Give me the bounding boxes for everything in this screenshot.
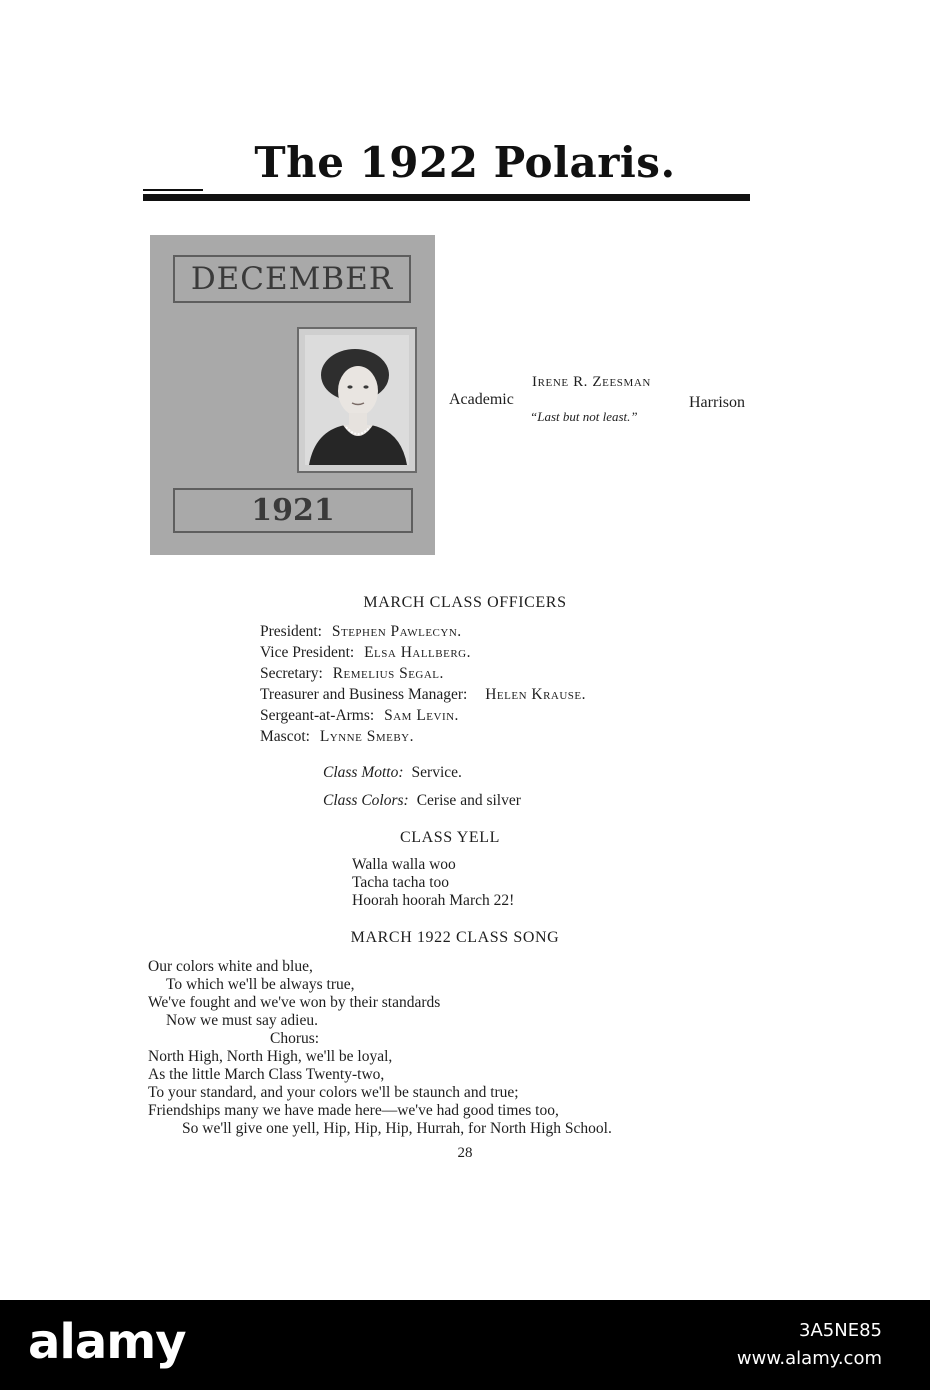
song-chorus-label: Chorus: (270, 1030, 320, 1047)
song-line: As the little March Class Twenty-two, (148, 1066, 385, 1083)
student-school: Harrison (689, 394, 745, 411)
class-motto-value: Service. (411, 764, 462, 781)
song-line: Now we must say adieu. (166, 1012, 318, 1029)
class-colors (323, 792, 521, 810)
student-course: Academic (449, 391, 514, 408)
header-rule-accent (143, 189, 203, 191)
yell-line: Hoorah hoorah March 22! (352, 892, 515, 909)
alamy-logo: alamy (28, 1314, 186, 1370)
officer-name: Elsa Hallberg. (364, 644, 471, 661)
officer-row (260, 705, 586, 726)
officer-row (260, 621, 586, 642)
class-motto (323, 764, 462, 782)
image-id: 3A5NE85 (799, 1320, 882, 1341)
officer-row (260, 642, 586, 663)
officers-heading: MARCH CLASS OFFICERS (363, 594, 567, 611)
officer-name: Helen Krause. (485, 686, 587, 703)
song-line: North High, North High, we'll be loyal, (148, 1048, 393, 1065)
song-line: So we'll give one yell, Hip, Hip, Hip, Hurrah, for North High School. (182, 1120, 612, 1137)
officer-row (260, 726, 586, 747)
yell-line: Tacha tacha too (352, 874, 450, 891)
portrait-frame (297, 327, 417, 473)
song-line: To your standard, and your colors we'll be staunch and true; (148, 1084, 519, 1101)
portrait-silhouette-icon (305, 335, 409, 465)
class-colors-label: Class Colors: (323, 792, 409, 809)
student-name: Irene R. Zeesman (532, 374, 651, 390)
officer-role: President: (260, 623, 322, 640)
officer-row (260, 663, 586, 684)
portrait-photo (305, 335, 409, 465)
song-line: We've fought and we've won by their standards (148, 994, 441, 1011)
officer-role: Treasurer and Business Manager: (260, 686, 468, 703)
yell-line: Walla walla woo (352, 856, 456, 873)
officer-role: Vice President: (260, 644, 355, 661)
officer-role: Sergeant-at-Arms: (260, 707, 375, 724)
card-year: 1921 (173, 488, 413, 533)
portrait-card (150, 235, 435, 555)
song-heading: MARCH 1922 CLASS SONG (350, 929, 560, 946)
yell-heading: CLASS YELL (399, 829, 501, 846)
class-colors-value: Cerise and silver (416, 792, 521, 809)
officers-list (260, 621, 586, 747)
class-motto-label: Class Motto: (323, 764, 404, 781)
header-rule (143, 194, 750, 201)
watermark-footer (0, 1300, 930, 1390)
song-line: Friendships many we have made here—we've had good times too, (148, 1102, 559, 1119)
song-line: To which we'll be always true, (166, 976, 355, 993)
officer-name: Lynne Smeby. (319, 728, 414, 745)
song-lines (148, 958, 612, 1138)
footer-url: www.alamy.com (736, 1348, 882, 1369)
officer-role: Mascot: (260, 728, 310, 745)
officer-row (260, 684, 586, 705)
officer-name: Sam Levin. (384, 707, 459, 724)
page-title: The 1922 Polaris. (254, 138, 676, 187)
song-line: Our colors white and blue, (148, 958, 313, 975)
officer-name: Stephen Pawlecyn. (331, 623, 462, 640)
student-quote: “Last but not least.” (530, 409, 638, 424)
card-month: DECEMBER (173, 255, 411, 303)
officer-role: Secretary: (260, 665, 323, 682)
yell-lines (352, 856, 514, 910)
officer-name: Remelius Segal. (332, 665, 444, 682)
page-number: 28 (457, 1145, 473, 1161)
